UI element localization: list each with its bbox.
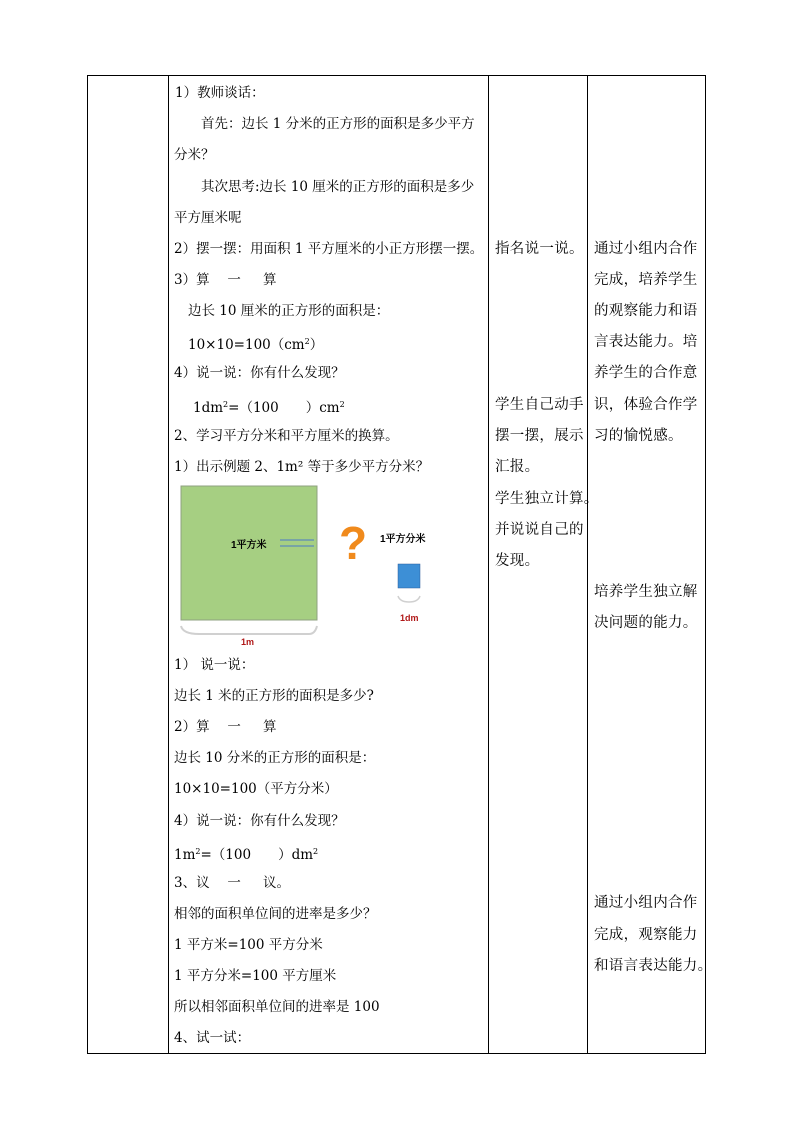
calc-formula-end: ） [309,337,324,353]
question-2-line-2: 平方厘米呢 [174,210,242,226]
intent-1f: 识，体验合作学 [594,397,698,413]
calc-formula-sup: 2 [304,337,310,346]
say-text-2: 边长 1 米的正方形的面积是多少? [174,688,374,704]
area-figure [179,484,449,654]
question-1-line-2: 分米？ [174,147,215,163]
student-note-3a: 学生独立计算。 [495,491,599,507]
conclusion: 所以相邻面积单位间的进率是 100 [174,999,380,1015]
calc-formula-base: 10×10=100（cm [188,337,305,353]
find-heading-2: 4）说一说：你有什么发现？ [174,813,345,829]
intent-1g: 习的愉悦感。 [594,428,683,444]
side-brace [398,596,420,602]
student-note-3b: 并说说自己的 [495,522,584,538]
result-dm-cm [193,396,345,417]
intent-3b: 完成，观察能力 [594,927,698,943]
rate-question: 相邻的面积单位间的进率是多少？ [174,906,377,922]
column-divider [168,76,169,1053]
example-2: 1）出示例题 2、1m² 等于多少平方分米？ [174,459,430,475]
result-sup: 2 [223,400,229,409]
section-4-heading: 4、试一试： [174,1030,251,1046]
calc-formula-2: 10×10=100（平方分米） [174,781,338,797]
column-divider [587,76,588,1053]
result-sup2: 2 [339,400,345,409]
intent-3c: 和语言表达能力。 [594,958,713,974]
square-meter-shape [181,486,317,620]
result-mid: =（100 ）cm [228,400,340,416]
question-1-line-1: 首先：边长 1 分米的正方形的面积是多少平方 [201,116,475,132]
square-decimeter-side-label: 1dm [400,613,419,623]
student-note-2c: 汇报。 [495,459,540,475]
student-note-2a: 学生自己动手 [495,397,584,413]
fact-1: 1 平方米=100 平方分米 [174,937,323,953]
result-base: 1dm [193,400,224,416]
calc-text-2: 边长 10 分米的正方形的面积是： [174,750,376,766]
student-note-3c: 发现。 [495,553,540,569]
question-2-line-1: 其次思考:边长 10 厘米的正方形的面积是多少 [201,179,475,195]
intent-1a: 通过小组内合作 [594,241,698,257]
result-sup: 2 [195,847,201,856]
result-mid: =（100 ）dm [200,847,314,863]
calc-text: 边长 10 厘米的正方形的面积是： [188,303,390,319]
intent-2a: 培养学生独立解 [594,584,698,600]
side-brace [181,626,317,634]
result-sup2: 2 [313,847,319,856]
result-base: 1m [174,847,196,863]
intent-1b: 完成，培养学生 [594,272,698,288]
student-note-2b: 摆一摆，展示 [495,428,584,444]
square-decimeter-label: 1平方分米 [380,534,426,545]
section-2-heading: 2、学习平方分米和平方厘米的换算。 [174,428,399,444]
intent-2b: 决问题的能力。 [594,615,698,631]
calc-formula [188,333,323,354]
say-heading-2: 1） 说一说： [174,657,255,673]
intent-3a: 通过小组内合作 [594,895,698,911]
square-meter-label: 1平方米 [231,540,267,551]
calc-heading-2: 2）算 一 算 [174,719,277,735]
column-divider [488,76,489,1053]
intent-1c: 的观察能力和语 [594,303,698,319]
fact-2: 1 平方分米=100 平方厘米 [174,968,337,984]
teacher-talk-heading: 1）教师谈话： [175,85,265,101]
student-note-1: 指名说一说。 [495,241,584,257]
result-m-dm [174,843,318,864]
calc-heading: 3）算 一 算 [174,272,277,288]
square-decimeter-shape [398,564,420,588]
say-heading: 4）说一说：你有什么发现？ [174,365,345,381]
intent-1d: 言表达能力。培 [594,334,698,350]
intent-1e: 养学生的合作意 [594,365,698,381]
square-meter-side-label: 1m [241,637,255,647]
arrange-step: 2）摆一摆：用面积 1 平方厘米的小正方形摆一摆。 [174,241,484,257]
section-3-heading: 3、议 一 议。 [174,875,290,891]
question-mark-icon: ? [339,517,368,569]
